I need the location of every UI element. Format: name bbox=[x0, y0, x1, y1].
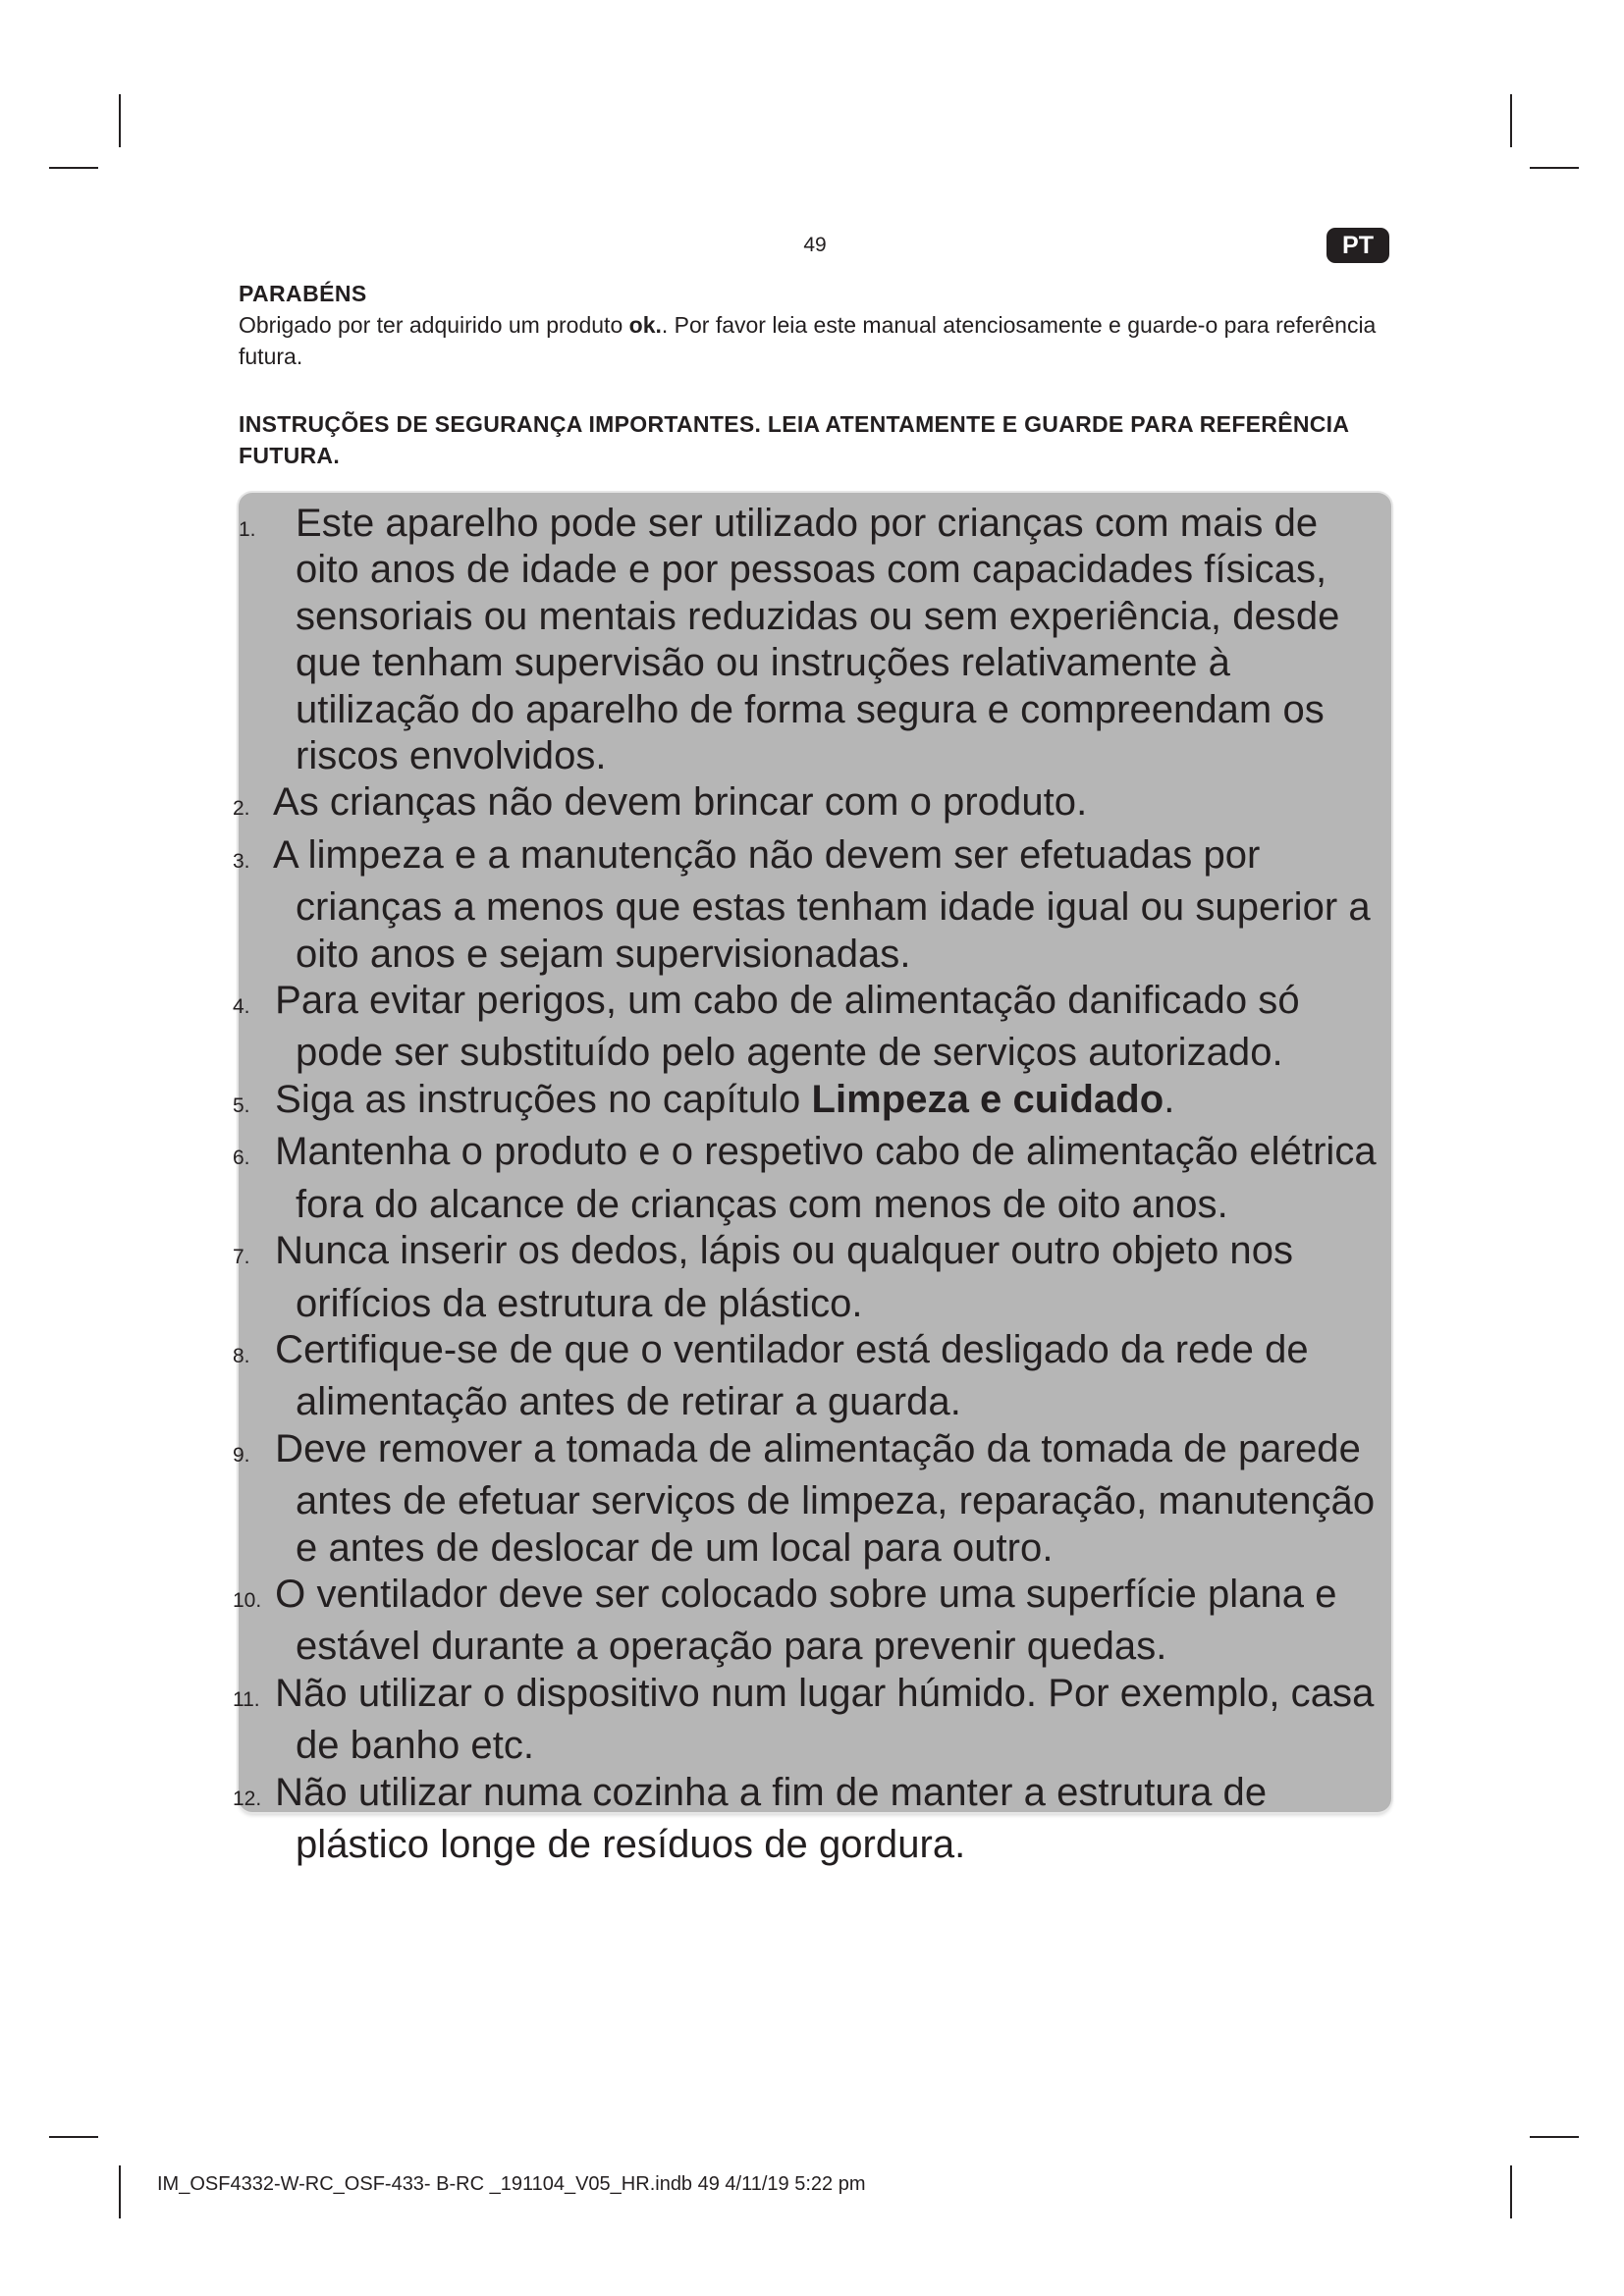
item-text: Não utilizar o dispositivo num lugar húmido. Por exemplo, casa de banho etc. bbox=[275, 1671, 1375, 1768]
item-text: Para evitar perigos, um cabo de alimentação danificado só pode ser substituído pelo agente de serviços autorizado. bbox=[275, 979, 1300, 1075]
item-text: Mantenha o produto e o respetivo cabo de alimentação elétrica fora do alcance de crianças com menos de oito anos. bbox=[275, 1130, 1377, 1226]
item-text: Deve remover a tomada de alimentação da tomada de parede antes de efetuar serviços de limpeza, reparação, manutenção e antes de deslocar de um local para outro. bbox=[275, 1426, 1376, 1570]
item-number: 1. bbox=[239, 518, 256, 541]
item-text-before: Siga as instruções no capítulo bbox=[275, 1077, 812, 1121]
item-text-after: . bbox=[1164, 1077, 1175, 1121]
crop-mark-bottom-right-horizontal bbox=[1530, 2136, 1579, 2138]
safety-item-4: 4. Para evitar perigos, um cabo de alimentação danificado só pode ser substituído pelo agente de serviços autorizado. bbox=[233, 979, 1300, 1075]
safety-item-8: 8. Certifique-se de que o ventilador está desligado da rede de alimentação antes de retirar a guarda. bbox=[233, 1327, 1309, 1424]
item-text: Não utilizar numa cozinha a fim de manter a estrutura de plástico longe de resíduos de gordura. bbox=[275, 1770, 1268, 1866]
safety-item-3: 3. A limpeza e a manutenção não devem ser efetuadas por crianças a menos que estas tenham idade igual ou superior a oito anos e sejam supervisionadas. bbox=[233, 832, 1371, 976]
item-text: O ventilador deve ser colocado sobre uma superfície plana e estável durante a operação para prevenir quedas. bbox=[275, 1572, 1337, 1669]
safety-item-11: 11. Não utilizar o dispositivo num lugar húmido. Por exemplo, casa de banho etc. bbox=[233, 1671, 1375, 1768]
safety-item-7: 7. Nunca inserir os dedos, lápis ou qualquer outro objeto nos orifícios da estrutura de plástico. bbox=[233, 1229, 1294, 1325]
language-badge: PT bbox=[1326, 228, 1389, 263]
item-text: As crianças não devem brincar com o produto. bbox=[272, 780, 1088, 825]
congratulations-title: PARABÉNS bbox=[239, 281, 367, 306]
intro-text-after: . Por favor leia este manual atenciosamente e guarde-o para referência futura. bbox=[239, 312, 1377, 369]
page-number: 49 bbox=[803, 234, 827, 256]
chapter-reference: Limpeza e cuidado bbox=[811, 1077, 1164, 1121]
safety-item-2: 2. As crianças não devem brincar com o produto. bbox=[233, 780, 1088, 825]
safety-item-10: 10. O ventilador deve ser colocado sobre uma superfície plana e estável durante a operação para prevenir quedas. bbox=[233, 1572, 1337, 1669]
crop-mark-top-right-horizontal bbox=[1530, 167, 1579, 169]
safety-list bbox=[233, 501, 1383, 1868]
crop-mark-top-left-vertical bbox=[119, 94, 121, 147]
safety-item-9: 9. Deve remover a tomada de alimentação da tomada de parede antes de efetuar serviços de limpeza, reparação, manutenção e antes de deslocar de um local para outro. bbox=[233, 1426, 1376, 1570]
safety-item-1 bbox=[239, 501, 1383, 779]
safety-heading: INSTRUÇÕES DE SEGURANÇA IMPORTANTES. LEIA ATENTAMENTE E GUARDE PARA REFERÊNCIA FUTURA. bbox=[239, 411, 1349, 468]
item-text: A limpeza e a manutenção não devem ser efetuadas por crianças a menos que estas tenham idade igual ou superior a oito anos e sejam supervisionadas. bbox=[272, 832, 1371, 976]
crop-mark-bottom-right-vertical bbox=[1510, 2165, 1512, 2218]
item-text: Nunca inserir os dedos, lápis ou qualquer outro objeto nos orifícios da estrutura de plástico. bbox=[275, 1229, 1294, 1325]
safety-item-5: 5. Siga as instruções no capítulo Limpeza e cuidado. bbox=[233, 1077, 1175, 1121]
safety-instructions-box bbox=[233, 493, 1391, 1866]
crop-mark-bottom-left-horizontal bbox=[49, 2136, 98, 2138]
item-text bbox=[275, 1078, 1174, 1121]
intro-text-before: Obrigado por ter adquirido um produto bbox=[239, 312, 629, 338]
brand-name: ok. bbox=[628, 312, 662, 338]
safety-item-6: 6. Mantenha o produto e o respetivo cabo de alimentação elétrica fora do alcance de crianças com menos de oito anos. bbox=[233, 1130, 1377, 1226]
print-file-slug: IM_OSF4332-W-RC_OSF-433- B-RC _191104_V05_HR.indb 49 4/11/19 5:22 pm bbox=[157, 2173, 866, 2195]
intro-paragraph bbox=[239, 309, 1397, 372]
crop-mark-top-left-horizontal bbox=[49, 167, 98, 169]
safety-item-12: 12. Não utilizar numa cozinha a fim de manter a estrutura de plástico longe de resíduos de gordura. bbox=[233, 1770, 1268, 1866]
item-text: Este aparelho pode ser utilizado por crianças com mais de oito anos de idade e por pessoas com capacidades físicas, sensoriais ou mentais reduzidas ou sem experiência, desde que tenham supervisão ou instruções relativamente à utilização do aparelho de forma segura e compreendam os riscos envolvidos. bbox=[296, 502, 1340, 778]
crop-mark-top-right-vertical bbox=[1510, 94, 1512, 147]
crop-mark-bottom-left-vertical bbox=[119, 2165, 121, 2218]
item-text: Certifique-se de que o ventilador está desligado da rede de alimentação antes de retirar a guarda. bbox=[275, 1327, 1309, 1424]
